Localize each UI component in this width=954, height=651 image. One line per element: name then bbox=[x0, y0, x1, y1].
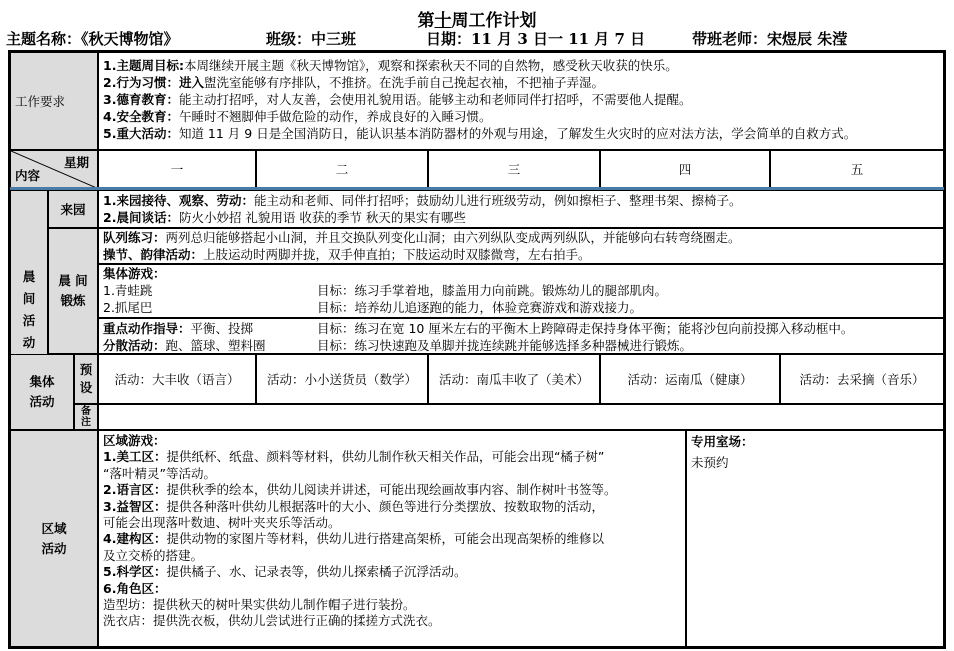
games-title: 集体游戏： bbox=[103, 266, 166, 281]
area-line-text: 提供秋季的绘本，供幼儿阅读并讲述，可能出现绘画故事内容、制作树叶书签等。 bbox=[166, 482, 617, 498]
area-line-head: 2.语言区： bbox=[103, 482, 167, 498]
area-line bbox=[103, 597, 681, 613]
area-line-text: “落叶精灵”等活动。 bbox=[103, 465, 216, 481]
day-fri: 五 bbox=[770, 150, 944, 188]
area-line bbox=[103, 482, 681, 498]
focus-text: 平衡、投掷 bbox=[190, 321, 254, 336]
area-line-text: 提供纸杯、纸盘、颜料等材料，供幼儿制作秋天相关作品，可能会出现“橘子树” bbox=[166, 449, 605, 465]
area-label: 区域 活动 bbox=[10, 430, 98, 647]
group-activity-mon: 活动：大丰收（语言） bbox=[98, 354, 256, 404]
weekday-label: 星期 bbox=[63, 155, 89, 170]
room-title: 专用室场： bbox=[691, 434, 754, 449]
room-text: 未预约 bbox=[691, 455, 729, 470]
date-range: 日期：11 月 3 日一 11 月 7 日 bbox=[426, 30, 646, 48]
info-header bbox=[0, 28, 954, 48]
area-line-head: 6.角色区： bbox=[103, 580, 167, 596]
requirement-item-head: 1.主题周目标: bbox=[103, 58, 184, 73]
area-line bbox=[103, 466, 681, 482]
requirements-content bbox=[98, 52, 944, 150]
requirement-item bbox=[103, 125, 939, 142]
weekday-corner bbox=[10, 150, 98, 188]
games-content bbox=[98, 264, 944, 318]
arrival-item bbox=[103, 209, 939, 226]
preset-label: 预 设 bbox=[74, 354, 98, 404]
arrival-item bbox=[103, 192, 939, 209]
note-label: 备 注 bbox=[74, 404, 98, 430]
requirement-item-text: 盥洗室能够有序排队，不推挤。在洗手前自己挽起衣袖，不把袖子弄湿。 bbox=[203, 75, 604, 90]
content-label: 内容 bbox=[15, 168, 41, 183]
drill-item bbox=[103, 246, 939, 263]
day-thu: 四 bbox=[600, 150, 770, 188]
teachers: 带班老师：宋煜辰 朱滢 bbox=[692, 30, 848, 48]
area-line bbox=[103, 613, 681, 629]
area-content bbox=[98, 430, 686, 647]
arrival-item-head: 2.晨间谈话： bbox=[103, 210, 179, 225]
arrival-item-text: 能主动和老师、同伴打招呼；鼓励幼儿进行班级劳动，例如擦柜子、整理书架、擦椅子。 bbox=[253, 193, 742, 208]
requirement-item bbox=[103, 74, 939, 91]
area-line bbox=[103, 449, 681, 465]
game-goal: 目标：培养幼儿追逐跑的能力，体验竞赛游戏和游戏接力。 bbox=[317, 300, 643, 315]
area-line bbox=[103, 499, 681, 515]
morning-label: 晨 间 活 动 bbox=[10, 190, 48, 430]
area-line bbox=[103, 515, 681, 531]
requirement-item-head: 2.行为习惯：进入 bbox=[103, 75, 204, 90]
arrival-content bbox=[98, 190, 944, 228]
area-line-text: 造型坊：提供秋天的树叶果实供幼儿制作帽子进行装扮。 bbox=[103, 597, 416, 613]
area-line-text: 及立交桥的搭建。 bbox=[103, 547, 204, 563]
area-line bbox=[103, 564, 681, 580]
area-line-head: 1.美工区： bbox=[103, 449, 167, 465]
day-tue: 二 bbox=[256, 150, 428, 188]
group-activity-wed: 活动：南瓜丰收了（美术） bbox=[428, 354, 600, 404]
requirement-item-head: 4.安全教育： bbox=[103, 109, 179, 124]
group-activity-tue: 活动：小小送货员（数学） bbox=[256, 354, 428, 404]
group-activity-thu: 活动：运南瓜（健康） bbox=[600, 354, 780, 404]
focus-head: 重点动作指导： bbox=[103, 321, 191, 336]
requirement-item-head: 5.重大活动： bbox=[103, 126, 179, 141]
area-line-head: 5.科学区： bbox=[103, 564, 167, 580]
group-activity-fri: 活动：去采摘（音乐） bbox=[780, 354, 944, 404]
drill-item-text: 上肢运动时两脚并拢，双手伸直拍；下肢运动时双膝微弯，左右拍手。 bbox=[203, 247, 591, 262]
day-wed: 三 bbox=[428, 150, 600, 188]
area-line-text: 洗衣店：提供洗衣板，供幼儿尝试进行正确的揉搓方式洗衣。 bbox=[103, 613, 441, 629]
day-mon: 一 bbox=[98, 150, 256, 188]
focus-content bbox=[98, 318, 944, 354]
area-line-text: 提供橘子、水、记录表等，供幼儿探索橘子沉浮活动。 bbox=[166, 564, 467, 580]
area-line bbox=[103, 548, 681, 564]
group-label: 集体 活动 bbox=[10, 354, 74, 430]
area-line bbox=[103, 531, 681, 547]
drill-item-head: 操节、韵律活动： bbox=[103, 247, 204, 262]
area-line bbox=[103, 581, 681, 597]
requirement-item bbox=[103, 57, 939, 74]
requirement-item-text: 能主动打招呼，对人友善，会使用礼貌用语。能够主动和老师同伴打招呼，不需要他人提醒。 bbox=[178, 92, 692, 107]
weekly-plan-table bbox=[8, 50, 946, 649]
drill-item-head: 队列练习： bbox=[103, 230, 166, 245]
requirement-item bbox=[103, 108, 939, 125]
drill-content bbox=[98, 228, 944, 264]
group-note-content bbox=[98, 404, 944, 430]
area-line-text: 提供各种落叶供幼儿根据落叶的大小、颜色等进行分类摆放、按数取物的活动， bbox=[166, 498, 604, 514]
area-line-text: 提供动物的家图片等材料，供幼儿进行搭建高架桥，可能会出现高架桥的维修以 bbox=[166, 531, 604, 547]
focus-head: 分散活动： bbox=[103, 338, 166, 353]
drill-item bbox=[103, 229, 939, 246]
requirements-label: 工作要求 bbox=[10, 52, 98, 150]
requirement-item-text: 知道 11 月 9 日是全国消防日，能认识基本消防器材的外观与用途，了解发生火灾时的应对法方法，学会简单的自救方式。 bbox=[178, 126, 857, 141]
area-title: 区域游戏： bbox=[103, 433, 166, 448]
focus-goal: 目标：练习在宽 10 厘米左右的平衡木上跨障碍走保持身体平衡；能将沙包向前投掷入移动框中。 bbox=[317, 321, 854, 336]
arrival-label: 来园 bbox=[48, 190, 98, 228]
class-name: 班级：中三班 bbox=[266, 30, 357, 48]
area-line-head: 3.益智区： bbox=[103, 498, 167, 514]
arrival-item-head: 1.来园接待、观察、劳动： bbox=[103, 193, 254, 208]
requirement-item-text: 午睡时不翘脚伸手做危险的动作，养成良好的入睡习惯。 bbox=[178, 109, 492, 124]
requirement-item-text: 本周继续开展主题《秋天博物馆》，观察和探索秋天不同的自然物，感受秋天收获的快乐。 bbox=[183, 58, 678, 73]
theme-name: 主题名称：《秋天博物馆》 bbox=[6, 30, 179, 48]
page-title: 第十周工作计划 bbox=[417, 11, 537, 31]
focus-goal: 目标：练习快速跑及单脚并拢连续跳并能够选择多种器械进行锻炼。 bbox=[317, 338, 693, 353]
exercise-label: 晨 间 锻炼 bbox=[48, 228, 98, 354]
area-line-text: 可能会出现落叶数迪、树叶夹夹乐等活动。 bbox=[103, 515, 341, 531]
room-content bbox=[686, 430, 944, 647]
requirement-item bbox=[103, 91, 939, 108]
drill-item-text: 两列总归能够搭起小山洞，并且交换队列变化山洞；由六列纵队变成两列纵队，并能够向右转弯绕圈走。 bbox=[165, 230, 741, 245]
game-name: 1.青蛙跳 bbox=[103, 283, 153, 298]
requirement-item-head: 3.德育教育： bbox=[103, 92, 179, 107]
game-name: 2.抓尾巴 bbox=[103, 300, 153, 315]
focus-text: 跑、篮球、塑料圈 bbox=[165, 338, 266, 353]
game-goal: 目标：练习手掌着地，膝盖用力向前跳。锻炼幼儿的腿部肌肉。 bbox=[317, 283, 668, 298]
area-line-head: 4.建构区： bbox=[103, 531, 167, 547]
arrival-item-text: 防火小妙招 礼貌用语 收获的季节 秋天的果实有哪些 bbox=[178, 210, 466, 225]
